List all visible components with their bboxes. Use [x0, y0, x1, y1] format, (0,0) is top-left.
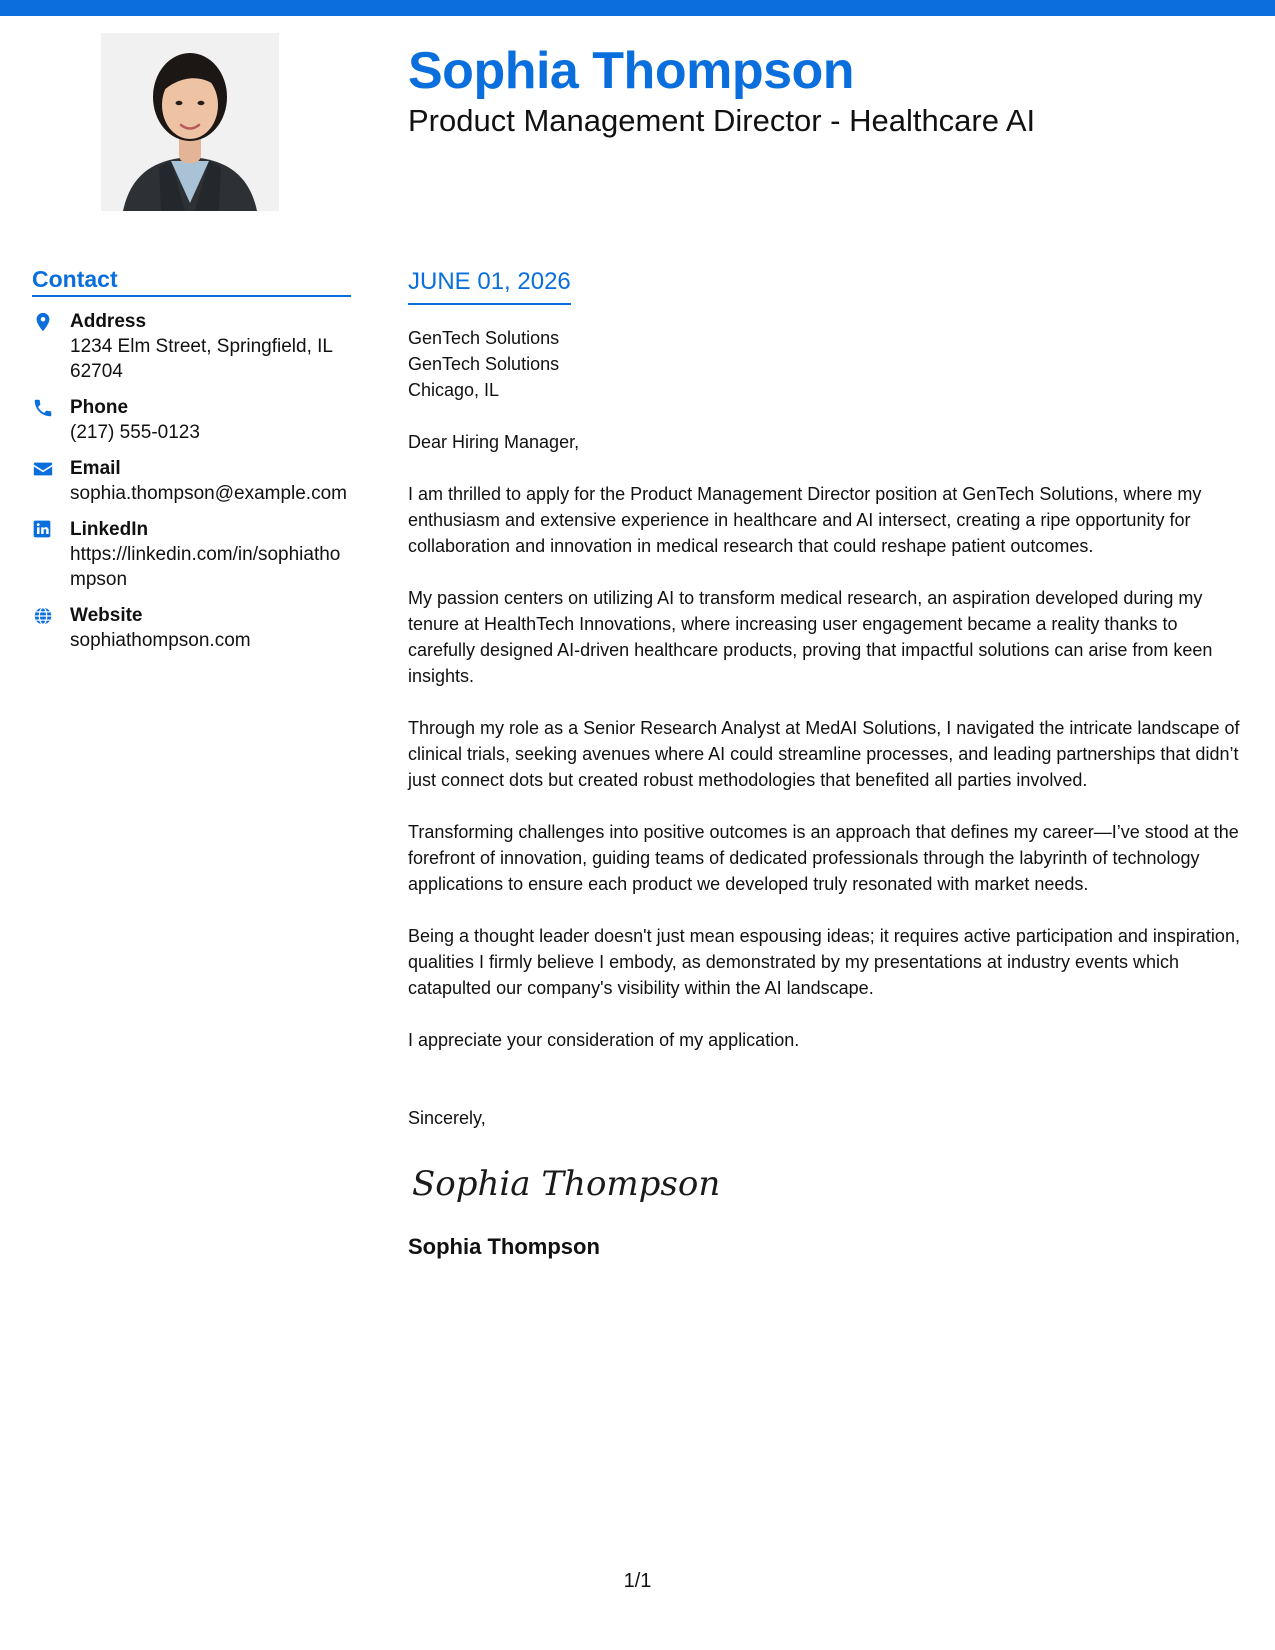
address-value: 1234 Elm Street, Springfield, IL 62704 — [70, 336, 333, 383]
profile-photo — [101, 33, 279, 211]
linkedin-icon — [32, 517, 70, 539]
phone-icon — [32, 395, 70, 419]
top-accent-bar — [0, 0, 1275, 16]
letter-paragraph: Transforming challenges into positive outcomes is an approach that defines my career—I’ve stood at the forefront of innovation, guiding teams of dedicated professionals through the labyrinth of technology applications to ensure each product we developed truly resonated with market needs. — [408, 821, 1239, 894]
applicant-name: Sophia Thompson — [408, 42, 855, 100]
website-label: Website — [70, 605, 143, 627]
email-value[interactable]: sophia.thompson@example.com — [70, 483, 347, 505]
contact-item-linkedin — [32, 517, 351, 592]
signer-name: Sophia Thompson — [408, 1233, 600, 1259]
linkedin-value[interactable]: https://linkedin.com/in/sophiathompson — [70, 544, 341, 591]
phone-label: Phone — [70, 397, 129, 419]
contact-heading: Contact — [32, 266, 351, 297]
letter-paragraph: My passion centers on utilizing AI to transform medical research, an aspiration developed during my tenure at HealthTech Innovations, where increasing user engagement became a reality thanks to carefully designed AI-driven healthcare products, proving that impactful solutions can arise from keen insights. — [408, 587, 1213, 686]
signature-text: Sophia Thompson — [412, 1163, 721, 1204]
linkedin-label: LinkedIn — [70, 519, 149, 541]
map-pin-icon — [32, 309, 70, 333]
letter-paragraph: I am thrilled to apply for the Product Management Director position at GenTech Solutions, where my enthusiasm and extensive experience in healthcare and AI intersect, creating a ripe opportunity for collaboration and innovation in medical research that could reshape patient outcomes. — [408, 483, 1202, 556]
recipient-line: GenTech Solutions — [408, 353, 560, 374]
website-value[interactable]: sophiathompson.com — [70, 630, 251, 652]
closing: Sincerely, — [408, 1107, 486, 1128]
recipient-line: Chicago, IL — [408, 379, 500, 400]
letter-date: JUNE 01, 2026 — [408, 268, 571, 305]
handwritten-signature — [408, 1151, 1248, 1215]
contact-item-address — [32, 309, 351, 384]
contact-item-phone — [32, 395, 351, 445]
email-label: Email — [70, 458, 121, 480]
phone-value[interactable]: (217) 555-0123 — [70, 422, 200, 444]
contact-item-email — [32, 456, 351, 506]
letter-paragraph: Through my role as a Senior Research Analyst at MedAI Solutions, I navigated the intricate landscape of clinical trials, seeking avenues where AI could streamline processes, and leading partnerships that didn’t just connect dots but created robust methodologies that benefited all parties involved. — [408, 717, 1240, 790]
contact-sidebar — [32, 266, 351, 664]
contact-item-website — [32, 603, 351, 653]
letter-body — [408, 268, 1248, 1261]
address-label: Address — [70, 311, 147, 333]
letter-paragraph: Being a thought leader doesn't just mean espousing ideas; it requires active participation and inspiration, qualities I firmly believe I embody, as demonstrated by my presentations at industry events which catapulted our company's visibility within the AI landscape. — [408, 925, 1240, 998]
globe-icon — [32, 603, 70, 627]
salutation: Dear Hiring Manager, — [408, 431, 580, 452]
letter-paragraph: I appreciate your consideration of my application. — [408, 1029, 800, 1050]
recipient-line: GenTech Solutions — [408, 327, 560, 348]
page-number: 1/1 — [623, 1570, 652, 1592]
applicant-title: Product Management Director - Healthcare AI — [408, 103, 1036, 138]
envelope-icon — [32, 456, 70, 480]
recipient-block — [408, 325, 1248, 403]
